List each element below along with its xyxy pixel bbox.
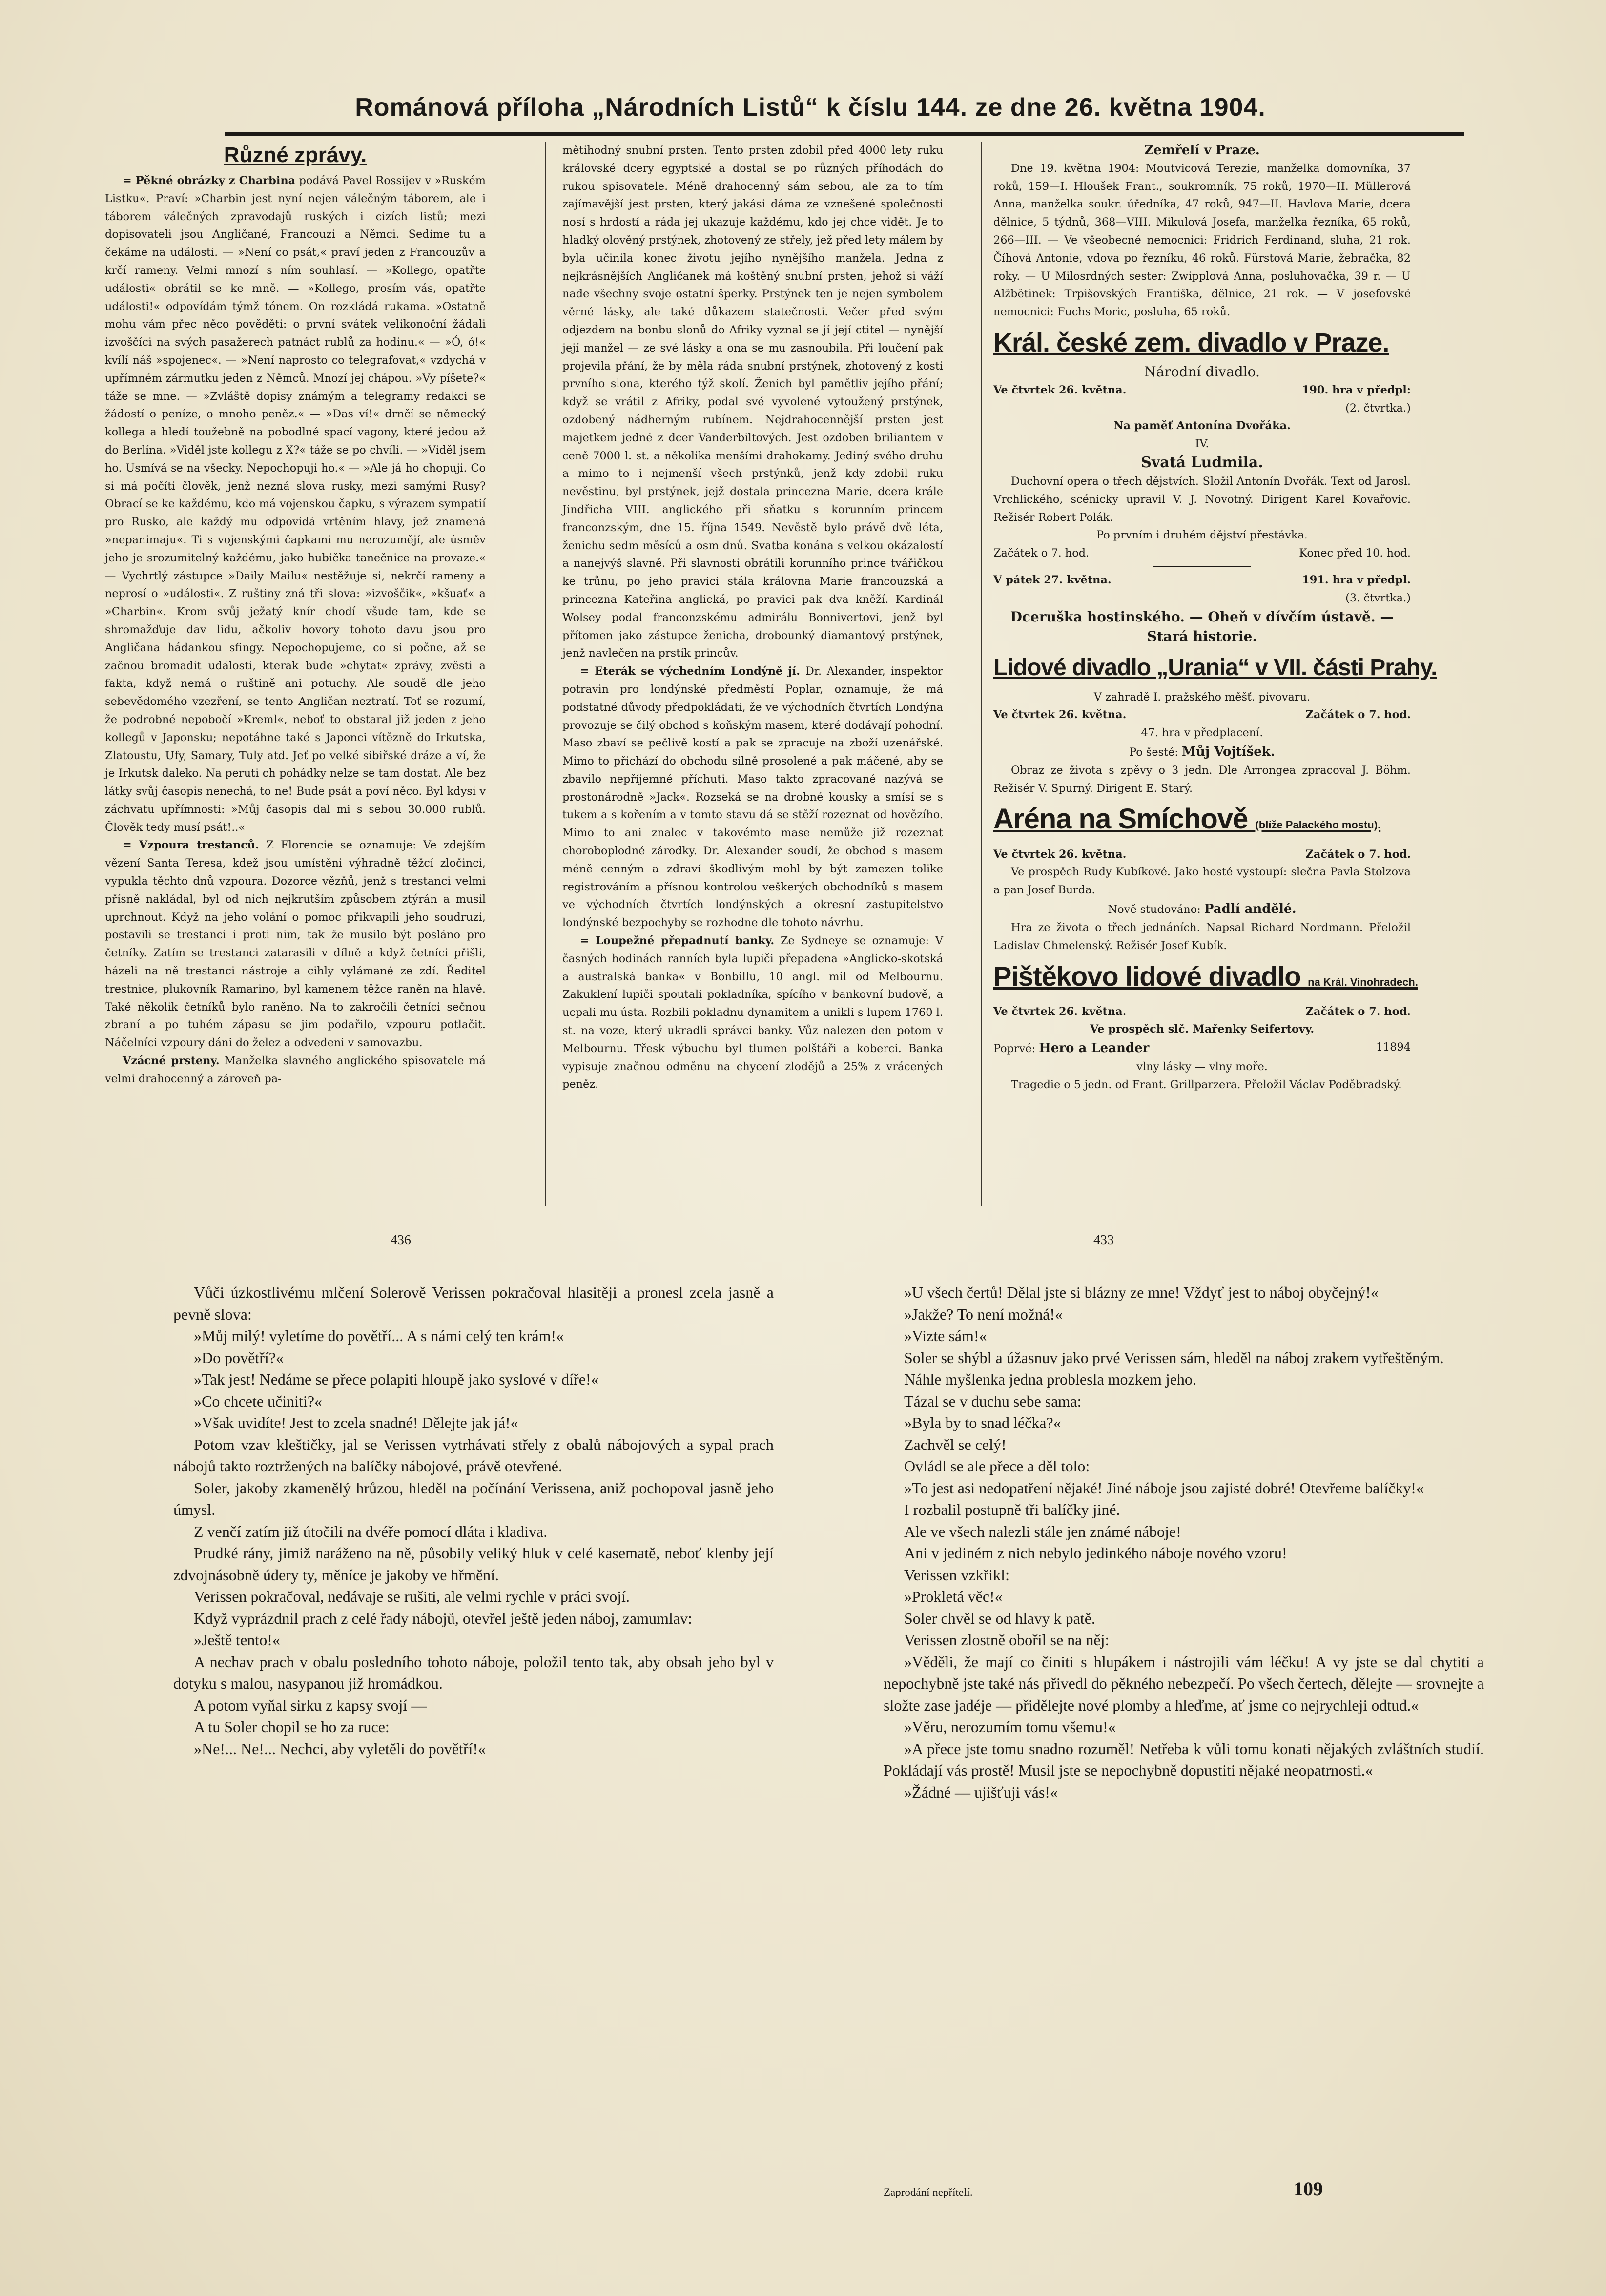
novel-paragraph: »Věru, nerozumím tomu všemu!« bbox=[904, 1718, 1116, 1736]
pistek-desc: Tragedie o 5 jedn. od Frant. Grillparzera. Přeložil Václav Poděbradský. bbox=[1011, 1078, 1402, 1091]
urania-play-row: Po šesté: Můj Vojtíšek. bbox=[1129, 744, 1275, 759]
nd-ctvrtka-2: (3. čtvrtka.) bbox=[1345, 591, 1411, 604]
novel-paragraph: Vůči úzkostlivému mlčení Solerově Verissen pokračoval hlasitěji a pronesl zcela jasně a pevně slova: bbox=[173, 1283, 774, 1323]
arena-desc: Hra ze života o třech jednáních. Napsal Richard Nordmann. Přeložil Ladislav Chmelenský. Režisér Josef Kubík. bbox=[993, 921, 1411, 952]
novel-page-right bbox=[884, 1282, 1484, 1803]
novel-paragraph: »Jakže? To není možná!« bbox=[904, 1305, 1063, 1323]
page-number-left: — 436 — bbox=[373, 1233, 428, 1248]
article-vzpoura: = Vzpoura trestanců. Z Florencie se oznamuje: Ve zdejším vězení Santa Teresa, kdež jsou umístěni výhradně těžcí zločinci, vypukla těchto dnů vzpoura. Dozorce vězňů, jenž s trestanci velmi přísně nakládal, byl od nich nejkrutším způsobem ztýrán a musil uprchnout. Když na jeho volání o pomoc přikvapili jeho soudruzi, postavili se trestanci i proti nim, tak že musilo být posláno pro četníky. Zatím se trestanci zatarasili v dílně a když četníci přišli, házeli na ně trestanci nástroje a cihly vylámané ze zdí. Ředitel trestnice, plukovník Ramarino, byl kamenem těžce raněn na hlavě. Také několik četníků bylo raněno. Na to zakročili četníci sečnou zbraní a po tuhém zápasu se jim podařilo, vzpouru potlačit. Náčelníci vzpoury dáni do želez a odvedeni v samovazbu. bbox=[105, 839, 486, 1050]
urania-title: Lidové divadlo „Urania“ v VII. části Prahy. bbox=[993, 654, 1437, 681]
urania-desc: Obraz ze života s zpěvy o 3 jedn. Dle Arrongea zpracoval J. Böhm. Režisér V. Spurný. Dirigent E. Starý. bbox=[993, 764, 1411, 795]
section-title-ruzne-zpravy: Různé zprávy. bbox=[224, 143, 367, 167]
article-charbin: = Pěkné obrázky z Charbina podává Pavel Rossijev v »Ruském Listku«. Praví: »Charbin jest nyní nejen válečným táborem, ale i táborem válečných zpravodajů ruských i cizích listů; mezi dopisovateli jsou Angličané, Francouzi a Němci. Sedíme tu a čekáme na události. — »Není co psát,« praví jeden z Francouzův a krčí rameny. Velmi mnozí s ním souhlasí. — »Kollego, opatřte události« obrátil se ke mně. — »Kollego, prosím vás, opatřte události!« odpovídám týmž tónem. On rozkládá rukama. »Ostatně mohu vám přec něco pověděti: o první svátek velikonoční žádali izvoščíci na svých pasažerech patnáct rublů za hodinu.« — »Ó, ó!« kvílí náš »spojenec«. — »Není naprosto co telegrafovat,« vzdychá v upřímném zármutku jeden z Němců. Mnozí jej chápou. »Vy píšete?« táže se mne. — »Zvláště dopisy známým a telegramy redakci se žádostí o peníze, o mnoho peněz.« — »Das ví!« drnčí se německý kollega a hledí toužebně na pobodlné spací vagony, které jedou až do Berlína. »Viděl jste kollegu z X?« táže se po chvíli. — »Viděl jsem ho. Usmívá se na všecky. Nepochopuji ho.« — »Ale já ho chopuji. Co si má počíti člověk, jenž nezná slova rusky, mezi samými Rusy? Obrací se ke každému, kdo má vojenskou čapku, s výrazem sympatií pro Rusko, ale každý mu odpovídá vrtěním hlavy, jež znamená »nepanimaju«. Ti s vojenskými čapkami mu nerozumějí, ale úsměv jeho je srozumitelný každému, jako hubička tanečnice na provaze.« — Vychrtlý zástupce »Daily Mailu« nestěžuje si, nekrčí rameny a neprosí o »události«. Z ruštiny zná tři slova: »izvoščik«, »kšuať« a »Charbin«. Krom svůj ježatý knír chodí všude tam, kde se shromažďuje dav lidu, ačkoliv hovory tohoto davu jsou pro Angličana hádankou sfingy. Nepochopujeme, co si počne, až se začnou bromadit události, kterak bude »chytat« zprávy, zvěsti a fakta, když nemá o ruštině ani potuchy. Ale soudě dle jeho sebevědomého vzezření, se tento Angličan neztratí. Toť se rozumí, že podrobné nepobočí »Kreml«, neboť to obstaral již jeden z jeho kollegů v Japonsku; nepotáhne také s Japonci vítězně do Irkutska, Zlatoustu, Ufy, Samary, Tuly atd. Jeť po velké sibiřské dráze a ví, že je Irkutsk daleko. Na peruti ch pohádky nelze se tam dostat. Ale bez látky svůj časopis nenechá, to ne! Bude psát a poví něco. Byl kdysi v záchvatu upřímnosti: »Můj časopis dal mi s sebou 30.000 rublů. Člověk tedy musí psát!..« bbox=[105, 174, 486, 834]
novel-paragraph: »Však uvidíte! Jest to zcela snadné! Dělejte jak já!« bbox=[194, 1414, 518, 1431]
novel-paragraph: »Můj milý! vyletíme do povětří... A s námi celý ten krám!« bbox=[194, 1327, 564, 1345]
urania-sub: V zahradě I. pražského měšť. pivovaru. bbox=[1093, 690, 1311, 703]
nd-ctvrtka-1: (2. čtvrtka.) bbox=[1345, 401, 1411, 414]
nd-play-2: Dceruška hostinského. — Oheň v dívčím ústavě. — Stará historie. bbox=[1010, 608, 1394, 644]
pistek-date-row: Ve čtvrtek 26. května. Začátek o 7. hod. bbox=[993, 1005, 1411, 1018]
pistek-sub: vlny lásky — vlny moře. bbox=[1136, 1060, 1268, 1074]
novel-paragraph: »Ještě tento!« bbox=[194, 1631, 280, 1649]
novel-paragraph: A nechav prach v obalu posledního tohoto náboje, položil tento tak, aby obsah jeho byl v dotyku s malou, nasypanou již hromádkou. bbox=[173, 1653, 774, 1692]
masthead-rule bbox=[225, 132, 1464, 136]
novel-paragraph: Z venčí zatím již útočili na dvéře pomocí dláta i kladiva. bbox=[194, 1522, 548, 1540]
nd-play-1: Svatá Ludmila. bbox=[1141, 454, 1263, 471]
novel-paragraph: Náhle myšlenka jedna problesla mozkem jeho. bbox=[904, 1370, 1196, 1388]
masthead: Románová příloha „Národních Listů“ k číslu 144. ze dne 26. května 1904. bbox=[355, 93, 1266, 122]
article-londyn: = Eterák se výchedním Londýně jí. Dr. Alexander, inspektor potravin pro londýnské předměstí Poplar, oznamuje, že má podstatné důvody předpokládati, že ve východních čtvrtích Londýna provozuje se čilý obchod s koňským masem, které dodávají pohodní. Maso zbaví se pečlivě kostí a pak se zpracuje na zboží uzenářské. Mimo to přichází do obchodu silně prosolené a pak máčené, aby se zbavilo nepříjemné příchuti. Maso takto zpracované nazývá se prostonárodně »Jack«. Rozseká se na drobné kousky a smísí se s tukem a s kořením a v tomto stavu dá se stěží rozeznat od hovězího. Mimo to ani znalec v takovémto mase nemůže již rozeznat choroboplodné zárodky. Dr. Alexander soudí, že obchod s masem méně cenným a zdraví škodlivým mohl by být zamezen tolike registrováním a přísnou kontrolou veškerých obchodníků s masem ve východních čtvrtích londýnských a okresní zastupitelstvo londýnské bezpochyby se rozhodne dle tohoto návrhu. bbox=[562, 665, 943, 930]
article-banka: = Loupežné přepadnutí banky. Ze Sydneye se oznamuje: V časných hodinách ranních byla lupiči přepadena »Anglicko-skotská a australská banka« v Bonbillu, 10 angl. mil od Melbournu. Zakuklení lupiči spoutali pokladníka, spícího v bankovní budově, a ucpali mu ústa. Rozbili pokladnu dynamitem a unikli s lupem 1760 l. st. na voze, který ukradli správci banky. Vůz nalezen den potom v Melbournu. Třesk výbuchu byl tlumen polštáři a koberci. Banka vypisuje značnou odměnu na chycení zlodějů a 25% z vrácených peněz. bbox=[562, 934, 943, 1091]
column-news-2 bbox=[562, 142, 943, 1094]
arena-play-row: Nově studováno: Padlí andělé. bbox=[1108, 901, 1297, 916]
novel-paragraph: Soler, jakoby zkamenělý hrůzou, hleděl na počínání Verissena, aniž pochopoval jasně jeho úmysl. bbox=[173, 1479, 774, 1518]
page-number-right: — 433 — bbox=[1076, 1233, 1131, 1248]
article-prsteny-cont: mětihodný snubní prsten. Tento prsten zdobil před 4000 lety ruku královské dcery egyptské a dostal se po různých příhodách do rukou spisovatele. Méně drahocenný sám sebou, ale za to tím zajímavější jest prsten, který jakási dáma ze vznešené společnosti nosí s hrdostí a ráda jej ukazuje každému, kdo jej chce vidět. Je to hladký olověný prstýnek, zhotovený ze střely, jež před lety málem by byla učinila konec životu jejího nynějšího manžela. Jedna z nejkrásnějších Angličanek má koštěný snubní prsten, jehož si váží nade všechny svoje ostatní šperky. Prstýnek ten je nejen symbolem věrné lásky, ale také důkazem statečnosti. Večer před svým odjezdem na bonbu slonů do Afriky vyznal se jí její ctitel — nynější její manžel — ze své lásky a ona se mu zasnoubila. Při loučení pak projevila přání, že by měla ráda snubní prstýnek, zhotovený z kosti prvního slona, kterého týž skolí. Ženich byl pamětliv jejího přání; když se vrátil z Afriky, podal své vyvolené vytoužený prstýnek, ozdobený nádherným rubínem. Nejdrahocennější prsten jest majetkem jedné z dcer Vanderbiltových. Jest ozdoben briliantem v ceně 7000 l. st. a několika menšími drahokamy. Jediný svého druhu a mimo to i nejmenší všech prstýnků, jenž kdy zdobil ruku nevěstinu, byl prstýnek, jejž dostala princezna Marie, dcera krále Jindřicha VIII. anglického při sňatku s korunním princem franconzským, dne 15. října 1549. Nevěstě bylo právě dvě léta, ženichu sedm měsíců a osm dnů. Svatba konána s velkou okázalostí a nanejvýš slavně. Při slavnosti obrátili korunního prince tvářičkou ke trůnu, po jeho pravici stála královna Marie francouzská a princezna Kateřina anglická, po pravici pak dva kněží. Kardinál Wolsey podal franconzskému admirálu Bonnivertovi, jenž byl přítomen jako zástupce ženicha, drobounký diamantový prstýnek, jenž navlečen na prstík princův. bbox=[562, 144, 943, 660]
urania-date-row: Ve čtvrtek 26. května. Začátek o 7. hod. bbox=[993, 708, 1411, 722]
novel-paragraph: Zachvěl se celý! bbox=[904, 1435, 1007, 1453]
running-title: Zaprodání nepřítelí. bbox=[884, 2186, 973, 2198]
novel-paragraph: Verissen pokračoval, nedávaje se rušiti, ale velmi rychle v práci svojí. bbox=[194, 1588, 630, 1605]
novel-paragraph: A potom vyňal sirku z kapsy svojí — bbox=[194, 1696, 427, 1714]
nd-date-row-2: V pátek 27. května. 191. hra v předpl. bbox=[993, 573, 1411, 586]
national-theatre-sub: Národní divadlo. bbox=[1144, 363, 1260, 380]
sheet-number: 109 bbox=[1294, 2178, 1323, 2200]
pistek-title-row: Pištěkovo lidové divadlo na Král. Vinohradech. bbox=[993, 960, 1418, 992]
arena-date-row: Ve čtvrtek 26. května. Začátek o 7. hod. bbox=[993, 848, 1411, 861]
arena-benefit: Ve prospěch Rudy Kubíkové. Jako hosté vystoupí: slečna Pavla Stolzova a pan Josef Burda. bbox=[993, 866, 1411, 897]
novel-paragraph: »Do povětří?« bbox=[194, 1348, 284, 1366]
novel-paragraph: A tu Soler chopil se ho za ruce: bbox=[194, 1718, 390, 1736]
novel-paragraph: Soler chvěl se od hlavy k patě. bbox=[904, 1609, 1095, 1627]
nd-note-1: Po prvním i druhém dějství přestávka. bbox=[1096, 529, 1308, 542]
novel-paragraph: Když vyprázdnil prach z celé řady nábojů, otevřel ještě jeden náboj, zamumlav: bbox=[194, 1609, 692, 1627]
novel-paragraph: Prudké rány, jimiž naráženo na ně, působily veliký hluk v celé kasematě, neboť klenby její zdvojnásobně údery ty, měníce je jakoby ve hřmění. bbox=[173, 1544, 774, 1584]
novel-paragraph: Ale ve všech nalezli stále jen známé náboje! bbox=[904, 1522, 1181, 1540]
arena-title-row: Aréna na Smíchově (blíže Palackého mostu). bbox=[993, 803, 1381, 835]
novel-paragraph: »Žádné — ujišťuji vás!« bbox=[904, 1783, 1058, 1801]
column-theatre bbox=[993, 142, 1437, 1094]
novel-paragraph: »Prokletá věc!« bbox=[904, 1588, 1003, 1605]
column-divider bbox=[981, 142, 982, 1206]
novel-paragraph: »Vizte sám!« bbox=[904, 1327, 987, 1345]
novel-paragraph: »Ne!... Ne!... Nechci, aby vyletěli do povětří!« bbox=[194, 1739, 486, 1758]
novel-paragraph: »Byla by to snad léčka?« bbox=[904, 1414, 1061, 1431]
novel-paragraph: I rozbalil postupně tři balíčky jiné. bbox=[904, 1501, 1120, 1518]
column-divider bbox=[545, 142, 546, 1206]
novel-paragraph: »To jest asi nedopatření nějaké! Jiné náboje jsou zajisté dobré! Otevřeme balíčky!« bbox=[904, 1479, 1424, 1497]
nd-desc-1: Duchovní opera o třech dějstvích. Složil Antonín Dvořák. Text od Jarosl. Vrchlického, scénicky upravil V. J. Novotný. Dirigent Karel Kovařovic. Režisér Robert Polák. bbox=[993, 475, 1411, 524]
novel-paragraph: Ovládl se ale přece a děl tolo: bbox=[904, 1457, 1090, 1475]
national-theatre-title: Král. české zem. divadlo v Praze. bbox=[993, 328, 1389, 357]
novel-paragraph: Verissen zlostně obořil se na něj: bbox=[904, 1631, 1110, 1649]
nd-times-1: Začátek o 7. hod. Konec před 10. hod. bbox=[993, 547, 1411, 560]
novel-paragraph: Potom vzav kleštičky, jal se Verissen vytrhávati střely z obalů nábojových a sypal prach nábojů takto roztržených na balíčky nábojové, právě otevřené. bbox=[173, 1435, 774, 1475]
nd-pamet: Na paměť Antonína Dvořáka. bbox=[1113, 419, 1291, 433]
deaths-list: Dne 19. května 1904: Moutvicová Terezie, manželka domovníka, 37 roků, 159—I. Hloušek Frant., soukromník, 75 roků, 1970—II. Müllerová Anna, manželka soukr. úředníka, 47 roků, 947—II. Havlova Marie, dcera dělnice, 5 týdnů, 368—VIII. Mikulová Josefa, manželka řezníka, 65 roků, 266—III. — Ve všeobecné nemocnici: Fridrich Ferdinand, sluha, 21 rok. Číhová Antonie, vdova po řezníku, 46 roků. Fürstová Marie, žebračka, 82 roky. — U Milosrdných sester: Zwipplová Anna, posluhovačka, 39 r. — U Alžbětinek: Trpišovských Františka, dělnice, 21 rok. — V josefovské nemocnici: Fuchs Moric, posluha, 65 roků. bbox=[993, 162, 1411, 319]
novel-paragraph: »Co chcete učiniti?« bbox=[194, 1392, 323, 1410]
novel-paragraph: Ani v jediném z nich nebylo jedinkého náboje nového vzoru! bbox=[904, 1544, 1287, 1562]
novel-paragraph: »Tak jest! Nedáme se přece polapiti hloupě jako syslové v díře!« bbox=[194, 1370, 599, 1388]
novel-paragraph: »Věděli, že mají co činiti s hlupákem i nástrojili vám léčku! A vy jste se dal chytiti a nepochybně jste také nás přivedl do pěkného nebezpečí. Po všech čertech, dělejte — srovnejte a složte zase jadéje — přidělejte nové plomby a hleďme, ať jsme co nejrychleji odtud.« bbox=[884, 1653, 1484, 1714]
pistek-play-row: Poprvé: Hero a Leander 11894 bbox=[993, 1041, 1411, 1056]
deaths-title: Zemřelí v Praze. bbox=[1144, 143, 1260, 158]
article-prsteny-start: Vzácné prsteny. Manželka slavného anglického spisovatele má velmi drahocenný a zároveň pa- bbox=[105, 1055, 486, 1085]
novel-paragraph: »A přece jste tomu snadno rozuměl! Netřeba k vůli tomu konati nějakých zvláštních studií. Pokládají vás prostě! Musil jste se nepochybně dopustiti nějaké neopatrnosti.« bbox=[884, 1739, 1484, 1779]
column-news bbox=[105, 142, 486, 1088]
novel-paragraph: »U všech čertů! Dělal jste si blázny ze mne! Vždyť jest to náboj obyčejný!« bbox=[904, 1283, 1379, 1301]
pistek-benefit: Ve prospěch slč. Mařenky Seifertovy. bbox=[1090, 1023, 1315, 1036]
nd-roman: IV. bbox=[1195, 437, 1209, 451]
nd-date-row-1: Ve čtvrtek 26. května. 190. hra v předpl: bbox=[993, 383, 1411, 396]
novel-page-left bbox=[173, 1282, 774, 1759]
novel-paragraph: Verissen vzkřikl: bbox=[904, 1566, 1009, 1584]
novel-paragraph: Soler se shýbl a úžasnuv jako prvé Verissen sám, hleděl na náboj zrakem vytřeštěným. bbox=[904, 1348, 1444, 1366]
urania-hra: 47. hra v předplacení. bbox=[1141, 726, 1263, 740]
separator bbox=[1153, 566, 1251, 567]
novel-paragraph: Tázal se v duchu sebe sama: bbox=[904, 1392, 1082, 1410]
